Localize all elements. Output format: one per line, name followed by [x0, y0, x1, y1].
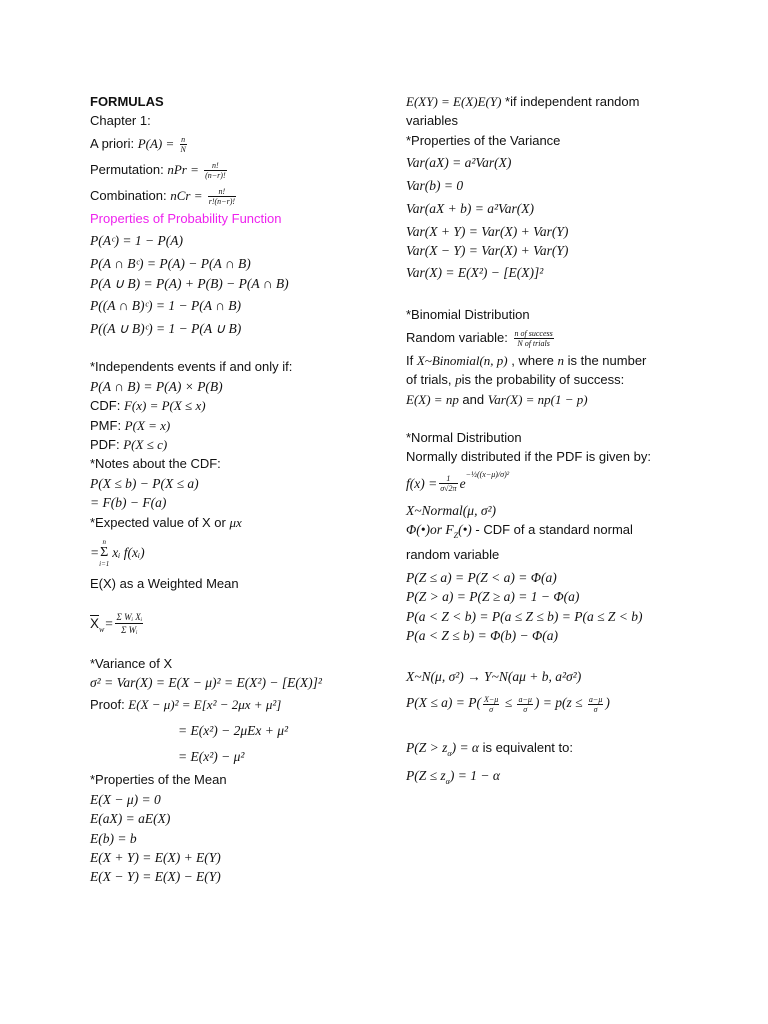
combination-label: Combination:	[90, 187, 171, 203]
normal-def: X~Normal(μ, σ²)	[406, 502, 497, 518]
std-fraction-3	[588, 695, 603, 714]
sum-equals: =	[90, 545, 100, 561]
proof-step: = E(x²) − 2μEx + μ²	[178, 723, 289, 739]
std-fraction-numerator: a−μ	[588, 694, 603, 704]
spacer	[90, 338, 390, 357]
expected-sum-line	[90, 532, 390, 574]
pdf-numerator: 1	[439, 474, 457, 484]
phi-formula: Φ(•)or F	[406, 522, 454, 538]
cdf-label: CDF:	[90, 398, 124, 414]
summation	[99, 538, 109, 568]
chapter-label: Chapter 1:	[90, 113, 151, 129]
var-line: Var(X) = E(X²) − [E(X)]²	[406, 265, 544, 281]
alpha2-sub: α	[445, 777, 450, 787]
weighted-mean-heading: E(X) as a Weighted Mean	[90, 576, 239, 592]
prob-line: P(A ∩ Bᶜ) = P(A) − P(A ∩ B)	[90, 256, 251, 272]
binomial-n: n	[557, 352, 564, 368]
apriori-formula: P(A) =	[137, 135, 178, 151]
prob-line: P(Aᶜ) = 1 − P(A)	[90, 233, 183, 249]
binomial-trials-cont: is the probability of success:	[461, 372, 625, 388]
spacer	[406, 645, 706, 664]
proof-step: E(X − μ)² = E[x² − 2μx + μ²]	[128, 697, 282, 713]
std-le: ≤	[501, 695, 516, 711]
alpha-text: is equivalent to:	[479, 740, 573, 756]
cdf-formula: F(x) = P(X ≤ x)	[123, 398, 206, 414]
binomial-p: p	[455, 372, 462, 388]
pmf-label: PMF:	[90, 417, 125, 433]
pdf-line	[90, 435, 390, 454]
exy-line	[406, 92, 706, 111]
prob-line: P((A ∩ B)ᶜ) = 1 − P(A ∩ B)	[90, 298, 241, 314]
pdf-formula: P(X ≤ c)	[123, 437, 168, 453]
permutation-line	[90, 157, 390, 183]
sum-lower: i=1	[99, 560, 110, 569]
pdf-lhs: f(x) =	[406, 476, 438, 492]
sum-expression: xᵢ f(xᵢ)	[112, 545, 145, 561]
std-fraction-1	[483, 695, 499, 714]
binomial-where-cont: is the number	[564, 352, 647, 368]
std-fraction-numerator: a−μ	[518, 694, 532, 704]
binomial-where: , where	[507, 352, 558, 368]
alpha2-tail: ) = 1 − α	[449, 768, 500, 784]
var-line: Var(aX + b) = a²Var(X)	[406, 200, 534, 216]
pdf-e: e	[459, 476, 466, 492]
random-variable-fraction	[514, 329, 554, 348]
exy-formula: E(XY) = E(X)E(Y)	[406, 94, 502, 109]
mean-line: E(aX) = aE(X)	[90, 811, 171, 827]
z-line: P(Z > a) = P(Z ≥ a) = 1 − Φ(a)	[406, 589, 580, 605]
variance-heading: *Variance of X	[90, 655, 173, 671]
binomial-if: If	[406, 352, 417, 368]
std-fraction-2	[517, 695, 532, 714]
probability-properties-heading: Properties of Probability Function	[90, 210, 282, 226]
normal-text: Normally distributed if the PDF is given by:	[406, 449, 651, 465]
random-variable-line	[406, 325, 706, 351]
rv-denominator: N of trials	[517, 338, 550, 348]
alpha2-formula: P(Z ≤ z	[406, 768, 446, 784]
var-line: Var(X − Y) = Var(X) + Var(Y)	[406, 243, 569, 259]
proof-line	[90, 692, 390, 718]
std-fraction-denominator: σ	[593, 704, 598, 714]
weighted-sub: w	[99, 624, 105, 634]
combination-formula: nCr =	[170, 187, 206, 203]
permutation-denominator: (n−r)!	[205, 170, 226, 180]
exy-note: *if independent random	[501, 94, 640, 109]
phi-line	[406, 520, 706, 541]
spacer	[406, 286, 706, 305]
apriori-label: A priori:	[90, 135, 138, 151]
standardize-line	[406, 690, 706, 716]
permutation-formula: nPr =	[167, 161, 203, 177]
z-line: P(a < Z ≤ b) = Φ(b) − Φ(a)	[406, 627, 559, 643]
combination-denominator: r!(n−r)!	[208, 196, 236, 206]
apriori-fraction	[180, 135, 187, 154]
transform-line: X~N(μ, σ²) → Y~N(aμ + b, a²σ²)	[406, 669, 582, 685]
independent-heading: *Independents events if and only if:	[90, 359, 293, 375]
weighted-numerator: Σ Wᵢ Xᵢ	[116, 612, 143, 622]
prob-line: P((A ∪ B)ᶜ) = 1 − P(A ∪ B)	[90, 321, 242, 337]
binomial-expectation: E(X) = np	[406, 391, 459, 407]
sum-upper: n	[102, 538, 106, 547]
var-line: Var(aX) = a²Var(X)	[406, 155, 512, 171]
std-fraction-numerator: X−μ	[484, 694, 499, 704]
pmf-formula: P(X = x)	[124, 417, 171, 433]
sigma-icon: Σ	[100, 545, 109, 561]
std-fraction-denominator: σ	[489, 704, 494, 714]
normal-heading: *Normal Distribution	[406, 430, 522, 446]
binomial-trials-line	[406, 370, 706, 389]
weighted-lhs: $\overline{X}$	[90, 615, 100, 631]
permutation-numerator: n!	[204, 161, 227, 171]
alpha-line	[406, 735, 706, 763]
mean-line: E(X − μ) = 0	[90, 791, 161, 807]
z-line: P(Z ≤ a) = P(Z < a) = Φ(a)	[406, 569, 557, 585]
cdf-notes-heading: *Notes about the CDF:	[90, 456, 221, 472]
std-mid: ) = p(z ≤	[534, 695, 586, 711]
left-column	[90, 92, 390, 887]
pdf-fraction	[439, 474, 457, 493]
cdf-note: = F(b) − F(a)	[90, 495, 167, 511]
var-line: Var(X + Y) = Var(X) + Var(Y)	[406, 223, 569, 239]
right-column	[406, 92, 706, 791]
combination-fraction	[208, 187, 236, 206]
combination-line	[90, 183, 390, 209]
std-lhs: P(X ≤ a) = P(	[406, 695, 481, 711]
phi-text-cont: random variable	[406, 546, 500, 562]
binomial-moments-line	[406, 390, 706, 409]
alpha-tail: ) = α	[451, 740, 480, 756]
prob-line: P(A ∪ B) = P(A) + P(B) − P(A ∩ B)	[90, 275, 289, 291]
permutation-fraction	[204, 161, 227, 180]
phi-text: - CDF of a standard normal	[471, 522, 633, 538]
proof-label: Proof:	[90, 697, 129, 713]
binomial-dist: X~Binomial(n, p)	[416, 352, 508, 368]
alpha-sub: α	[447, 749, 452, 759]
combination-numerator: n!	[208, 187, 236, 197]
std-end: )	[605, 695, 610, 711]
rv-numerator: n of success	[514, 328, 553, 338]
weighted-mean-line	[90, 594, 390, 654]
binomial-heading: *Binomial Distribution	[406, 307, 530, 323]
random-variable-label: Random variable:	[406, 329, 512, 345]
mean-line: E(X − Y) = E(X) − E(Y)	[90, 869, 221, 885]
phi-sub: Z	[453, 531, 459, 541]
phi-tail: (•)	[458, 522, 472, 538]
apriori-numerator: n	[181, 134, 186, 144]
variance-formula: σ² = Var(X) = E(X − μ)² = E(X²) − [E(X)]²	[90, 674, 322, 690]
proof-step: = E(x²) − μ²	[178, 749, 245, 765]
cdf-note: P(X ≤ b) − P(X ≤ a)	[90, 475, 199, 491]
spacer	[406, 409, 706, 428]
std-fraction-denominator: σ	[523, 704, 528, 714]
normal-pdf-line	[406, 467, 706, 501]
binomial-variance: Var(X) = np(1 − p)	[487, 391, 588, 407]
weighted-denominator: Σ Wᵢ	[121, 625, 138, 635]
binomial-def-line	[406, 351, 706, 370]
mean-properties-heading: *Properties of the Mean	[90, 772, 227, 788]
mean-line: E(b) = b	[90, 830, 137, 846]
expected-value-heading	[90, 513, 390, 532]
pdf-label: PDF:	[90, 437, 124, 453]
mean-line: E(X + Y) = E(X) + E(Y)	[90, 849, 221, 865]
independent-formula: P(A ∩ B) = P(A) × P(B)	[90, 378, 223, 394]
alpha-line-2	[406, 763, 706, 791]
spacer	[406, 716, 706, 735]
z-line: P(a < Z < b) = P(a ≤ Z ≤ b) = P(a ≤ Z < b)	[406, 608, 643, 624]
permutation-label: Permutation:	[90, 161, 168, 177]
weighted-equals: =	[104, 615, 114, 631]
page-title: FORMULAS	[90, 94, 164, 109]
binomial-and: and	[458, 391, 488, 407]
expected-mu: μx	[229, 514, 242, 530]
apriori-line	[90, 131, 390, 157]
variance-properties-heading: *Properties of the Variance	[406, 132, 561, 148]
pdf-denominator: σ√2π	[440, 484, 457, 494]
var-line: Var(b) = 0	[406, 178, 464, 194]
apriori-denominator: N	[180, 144, 186, 154]
cdf-line	[90, 396, 390, 415]
weighted-fraction	[115, 611, 143, 636]
expected-value-label: *Expected value of X or	[90, 514, 230, 530]
pmf-line	[90, 416, 390, 435]
pdf-exponent: −½((x−μ)/σ)²	[465, 470, 510, 480]
alpha-formula: P(Z > z	[406, 740, 448, 756]
binomial-trials: of trials,	[406, 372, 456, 388]
exy-note-cont: variables	[406, 113, 459, 129]
